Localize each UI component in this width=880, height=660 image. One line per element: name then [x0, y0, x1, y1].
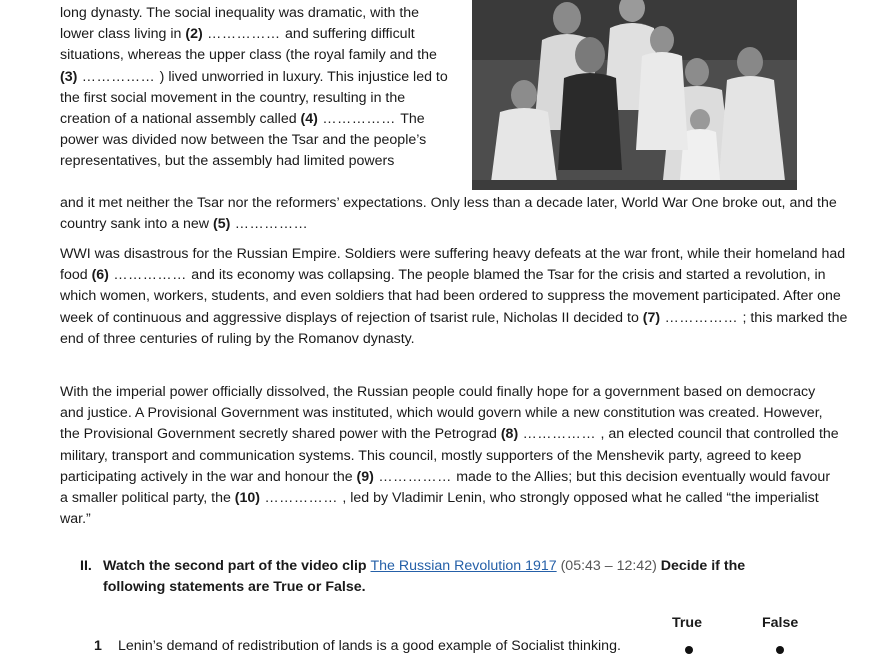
text: , led by Vladimir Lenin, who strongly opposed what he called “the imperialist war.”	[60, 490, 819, 528]
text: With the imperial power officially dissolved, the Russian people could finally hope for a government based on democracy and justice. A Provisional Government was instituted, which would govern while a new constitution was created. However, the Provisional Government secretly shared power with the Petrograd	[60, 384, 823, 443]
section-rest: Decide if the following statements are True or False.	[103, 558, 746, 596]
text: long dynasty. The social inequality was dramatic, with the lower class living in	[60, 5, 420, 43]
section-lead: Watch the second part of the video clip	[103, 558, 371, 574]
blank-number-9: (9)	[356, 468, 374, 485]
true-column-header: True	[672, 615, 702, 631]
blank-number-2: (2)	[185, 26, 203, 43]
paragraph-2	[60, 244, 850, 350]
statement-1-false-option[interactable]	[776, 646, 784, 654]
blank-8: ……………	[518, 426, 601, 443]
statement-number: 1	[94, 638, 102, 654]
text: , an elected council that controlled the military, transport and communication systems. This council, mostly supporters of the Menshevik party, agreed to keep participating actively in the war and honour the	[60, 426, 839, 485]
photo-figures	[472, 0, 797, 190]
blank-number-5: (5)	[213, 216, 231, 233]
blank-10: ……………	[260, 490, 343, 507]
paragraph-1	[60, 3, 455, 173]
blank-9: ……………	[373, 468, 457, 485]
paragraph-1-continued	[60, 193, 850, 235]
blank-number-4: (4)	[300, 111, 318, 128]
paragraph-3	[60, 382, 840, 530]
blank-2: ……………	[202, 26, 286, 43]
text: The power was divided now between the Tsar and the people’s representatives, but the assembly had limited powers	[60, 111, 427, 170]
text: ; this marked the end of three centuries of ruling by the Romanov dynasty.	[60, 309, 848, 347]
blank-number-6: (6)	[91, 267, 109, 284]
text: and its economy was collapsing. The people blamed the Tsar for the crisis and started a revolution, in which women, workers, students, and even soldiers that had been ordered to suppress the movement participated. After one week of continuous and aggressive displays of rejection of tsarist rule, Nicholas II decided to	[60, 267, 841, 326]
video-timestamp: (05:43 – 12:42)	[556, 558, 661, 574]
section-text	[103, 556, 803, 598]
blank-3: ……………	[77, 68, 160, 85]
false-column-header: False	[762, 615, 799, 631]
blank-number-7: (7)	[642, 309, 661, 326]
blank-number-8: (8)	[500, 426, 519, 443]
blank-5: ……………	[230, 216, 309, 233]
text: ) lived unworried in luxury. This injustice led to the first social movement in the country, resulting in the creation of a national assembly called	[60, 68, 448, 128]
text: made to the Allies; but this decision eventually would favour a smaller political party, the	[60, 468, 831, 507]
text: and suffering difficult situations, whereas the upper class (the royal family and the	[60, 26, 437, 64]
blank-number-10: (10)	[234, 490, 261, 507]
blank-number-3: (3)	[60, 68, 78, 85]
text: WWI was disastrous for the Russian Empire. Soldiers were suffering heavy defeats at the war front, while their homeland had food	[60, 246, 846, 284]
statement-1-true-option[interactable]	[685, 646, 693, 654]
blank-4: ……………	[317, 111, 401, 128]
blank-7: ……………	[660, 309, 743, 326]
text: and it met neither the Tsar nor the reformers’ expectations. Only less than a decade later, World War One broke out, and the country sank into a new	[60, 195, 837, 233]
romanov-family-photo	[472, 0, 797, 190]
section-number: II.	[80, 558, 92, 574]
statement-text: Lenin’s demand of redistribution of lands is a good example of Socialist thinking.	[118, 638, 621, 654]
blank-6: ……………	[108, 267, 192, 284]
video-link[interactable]: The Russian Revolution 1917	[370, 558, 557, 574]
